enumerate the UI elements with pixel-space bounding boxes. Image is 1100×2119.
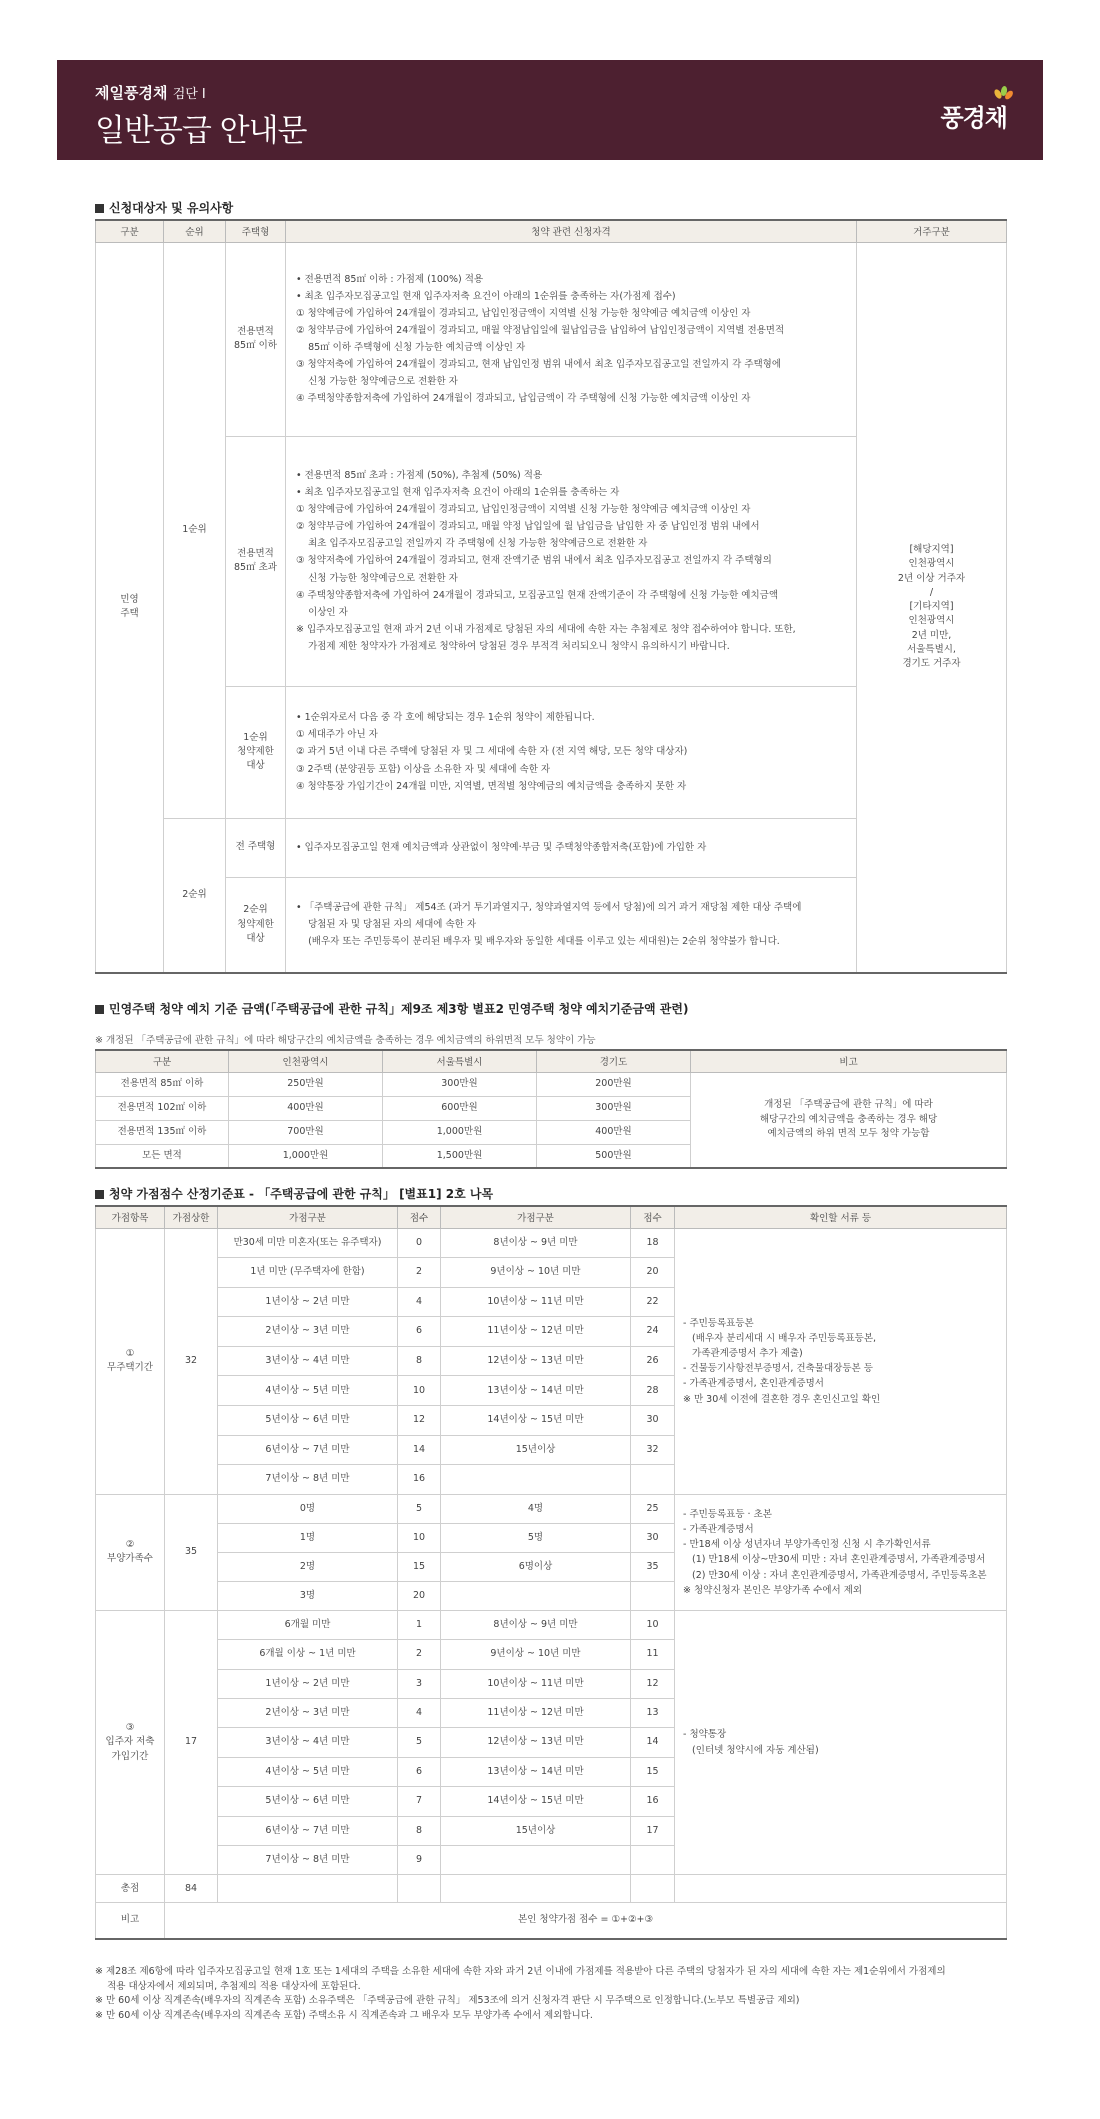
qualification-line: 이상인 자 <box>296 606 348 618</box>
table-cell: 12년이상 ~ 13년 미만 <box>441 1346 631 1376</box>
table-cell: 4 <box>398 1287 441 1317</box>
qualification-cell <box>286 818 857 877</box>
table-cell: 6명이상 <box>441 1552 631 1581</box>
col-header: 확인할 서류 등 <box>675 1206 1007 1228</box>
table-cell: 1,000만원 <box>229 1144 383 1168</box>
housing-type-cell: 2순위 청약제한 대상 <box>226 877 286 973</box>
table-cell <box>675 1875 1007 1903</box>
table-cell <box>631 1465 675 1495</box>
table-cell: 400만원 <box>229 1096 383 1120</box>
table-cell: 2 <box>398 1258 441 1288</box>
housing-type-cell: 전용면적 85㎡ 이하 <box>226 242 286 436</box>
table-cell: 4년이상 ~ 5년 미만 <box>218 1757 398 1786</box>
table-cell: 전용면적 85㎡ 이하 <box>96 1072 229 1096</box>
score-item-name: ② 부양가족수 <box>96 1494 165 1610</box>
table-cell: 22 <box>631 1287 675 1317</box>
deposit-table <box>95 1049 1007 1169</box>
table-cell: 300만원 <box>537 1096 691 1120</box>
table-row <box>96 1494 1007 1523</box>
table-cell <box>218 1875 398 1903</box>
table-cell: 8 <box>398 1816 441 1845</box>
table-cell: 7 <box>398 1787 441 1816</box>
table-cell: 10 <box>398 1376 441 1406</box>
table-cell: 14 <box>631 1728 675 1757</box>
table-cell: 6개월 이상 ~ 1년 미만 <box>218 1640 398 1669</box>
required-documents: - 청약통장 (인터넷 청약시에 자동 계산됨) <box>675 1610 1007 1875</box>
qualification-line: ① 청약예금에 가입하여 24개월이 경과되고, 납입인정금액이 지역별 신청 가능한 청약예금 예치금액 이상인 자 <box>296 504 751 516</box>
table-cell: 700만원 <box>229 1120 383 1144</box>
table-cell: 11년이상 ~ 12년 미만 <box>441 1699 631 1728</box>
qualification-cell <box>286 436 857 686</box>
table-cell: 만30세 미만 미혼자(또는 유주택자) <box>218 1228 398 1258</box>
table-cell: 10 <box>398 1523 441 1552</box>
table-cell: 2명 <box>218 1552 398 1581</box>
table-cell: 10년이상 ~ 11년 미만 <box>441 1287 631 1317</box>
table-cell: 12 <box>631 1669 675 1698</box>
leaf-logo-icon <box>993 86 1011 100</box>
qualification-line: 최초 입주자모집공고일 전일까지 각 주택형에 신청 가능한 청약예금으로 전환한 자 <box>296 538 648 550</box>
qualification-cell <box>286 877 857 973</box>
table-cell: 3년이상 ~ 4년 미만 <box>218 1728 398 1757</box>
table-cell: 5 <box>398 1494 441 1523</box>
table-cell: 13년이상 ~ 14년 미만 <box>441 1376 631 1406</box>
page-title: 일반공급 안내문 <box>95 113 307 149</box>
table-cell: 2년이상 ~ 3년 미만 <box>218 1317 398 1347</box>
qualification-line: ④ 청약통장 가입기간이 24개월 미만, 지역별, 면적별 청약예금의 예치금액을 충족하지 못한 자 <box>296 780 687 792</box>
table-cell: 28 <box>631 1376 675 1406</box>
housing-type-cell: 전 주택형 <box>226 818 286 877</box>
qualification-cell <box>286 242 857 436</box>
table-cell: 6 <box>398 1757 441 1786</box>
table-cell <box>441 1465 631 1495</box>
table-cell: 14년이상 ~ 15년 미만 <box>441 1787 631 1816</box>
table-cell: 1 <box>398 1610 441 1639</box>
table-cell: 9년이상 ~ 10년 미만 <box>441 1258 631 1288</box>
qualification-line: 당첨된 자 및 당첨된 자의 세대에 속한 자 <box>296 919 477 931</box>
qualification-line: ④ 주택청약종합저축에 가입하여 24개월이 경과되고, 납입금액이 각 주택형에 신청 가능한 예치금액 이상인 자 <box>296 393 751 405</box>
qualification-line: ② 과거 5년 이내 다른 주택에 당첨된 자 및 그 세대에 속한 자 (전 지역 해당, 모든 청약 대상자) <box>296 746 688 758</box>
table-cell: 20 <box>398 1581 441 1610</box>
table-cell: 7년이상 ~ 8년 미만 <box>218 1845 398 1874</box>
qualification-line: • 입주자모집공고일 현재 예치금액과 상관없이 청약예·부금 및 주택청약종합저축(포함)에 가입한 자 <box>296 841 707 853</box>
table-cell: 전용면적 135㎡ 이하 <box>96 1120 229 1144</box>
table-cell <box>398 1875 441 1903</box>
table-cell <box>631 1845 675 1874</box>
table-cell: 6년이상 ~ 7년 미만 <box>218 1816 398 1845</box>
col-header: 점수 <box>398 1206 441 1228</box>
table-cell: 전용면적 102㎡ 이하 <box>96 1096 229 1120</box>
table-cell <box>441 1875 631 1903</box>
qualification-line: 신청 가능한 청약예금으로 전환한 자 <box>296 376 458 388</box>
table-cell: 13년이상 ~ 14년 미만 <box>441 1757 631 1786</box>
table-cell: 8년이상 ~ 9년 미만 <box>441 1610 631 1639</box>
table-cell: 15 <box>631 1757 675 1786</box>
footnote: ※ 만 60세 이상 직계존속(배우자의 직계존속 포함) 주택소유 시 직계존속과 그 배우자 모두 부양가족 수에서 제외합니다. <box>95 2010 593 2022</box>
table-cell: 3 <box>398 1669 441 1698</box>
table-cell: 5년이상 ~ 6년 미만 <box>218 1787 398 1816</box>
table-row <box>96 1610 1007 1639</box>
qualification-line: • 1순위자로서 다음 중 각 호에 해당되는 경우 1순위 청약이 제한됩니다. <box>296 712 595 724</box>
table-cell: 4 <box>398 1699 441 1728</box>
table-cell: 6 <box>398 1317 441 1347</box>
table-cell: 14 <box>398 1435 441 1465</box>
qualification-line: ③ 2주택 (분양권등 포함) 이상을 소유한 자 및 세대에 속한 자 <box>296 763 551 775</box>
score-table <box>95 1205 1007 1940</box>
col-header: 가점항목 <box>96 1206 165 1228</box>
qualification-line: • 전용면적 85㎡ 초과 : 가점제 (50%), 추첨제 (50%) 적용 <box>296 469 543 481</box>
table-cell: 500만원 <box>537 1144 691 1168</box>
table-cell: 6년이상 ~ 7년 미만 <box>218 1435 398 1465</box>
table-cell: 14년이상 ~ 15년 미만 <box>441 1406 631 1436</box>
score-max: 32 <box>165 1228 218 1494</box>
table-cell: 2년이상 ~ 3년 미만 <box>218 1699 398 1728</box>
table-cell: 12 <box>398 1406 441 1436</box>
footnote: ※ 제28조 제6항에 따라 입주자모집공고일 현재 1호 또는 1세대의 주택을 소유한 세대에 속한 자와 과거 2년 이내에 가점제를 적용받아 다른 주택의 당첨자가 된 자의 세대에 속한 자는 제1순위에서 가점제의 <box>95 1966 946 1977</box>
table-cell: 200만원 <box>537 1072 691 1096</box>
table-cell: 모든 면적 <box>96 1144 229 1168</box>
score-item-name: ③ 입주자 저축 가입기간 <box>96 1610 165 1875</box>
table-cell: 15년이상 <box>441 1816 631 1845</box>
qualification-line: • 전용면적 85㎡ 이하 : 가점제 (100%) 적용 <box>296 273 484 285</box>
col-header: 청약 관련 신청자격 <box>286 220 857 242</box>
table-cell: 8년이상 ~ 9년 미만 <box>441 1228 631 1258</box>
remark-value: 본인 청약가점 점수 = ①+②+③ <box>165 1903 1007 1939</box>
table-cell: 24 <box>631 1317 675 1347</box>
table-cell <box>441 1581 631 1610</box>
header-banner <box>57 60 1043 160</box>
qualification-line: ※ 입주자모집공고일 현재 과거 2년 이내 가점제로 당첨된 자의 세대에 속한 자는 추첨제로 청약 접수하여야 합니다. 또한, <box>296 623 796 635</box>
col-header: 경기도 <box>537 1050 691 1072</box>
col-header: 구분 <box>96 1050 229 1072</box>
table-cell: 1,500만원 <box>383 1144 537 1168</box>
table-cell: 8 <box>398 1346 441 1376</box>
required-documents: - 주민등록표등 · 초본 - 가족관계증명서 - 만18세 이상 성년자녀 부양가족인정 신청 시 추가확인서류 (1) 만18세 이상~만30세 미만 : 자녀 혼인관계증명서, 가족관계증명서 (2) 만30세 이상 : 자녀 혼인관계증명서, 가족관계증명서, 주민등록초본 ※ 청약신청자 본인은 부양가족 수에서 제외 <box>675 1494 1007 1610</box>
qualification-line: • 「주택공급에 관한 규칙」 제54조 (과거 투기과열지구, 청약과열지역 등에서 당첨)에 의거 과거 재당첨 제한 대상 주택에 <box>296 902 802 914</box>
qualification-line: • 최초 입주자모집공고일 현재 입주자저축 요건이 아래의 1순위를 충족하는 자 <box>296 487 620 499</box>
table-cell: 9년이상 ~ 10년 미만 <box>441 1640 631 1669</box>
qualification-line: ③ 청약저축에 가입하여 24개월이 경과되고, 현재 납입인정 범위 내에서 최초 입주자모집공고일 전일까지 각 주택형에 <box>296 359 782 371</box>
table-cell: 11년이상 ~ 12년 미만 <box>441 1317 631 1347</box>
qualification-line: 신청 가능한 청약예금으로 전환한 자 <box>296 572 458 584</box>
qualification-cell <box>286 686 857 818</box>
score-max: 17 <box>165 1610 218 1875</box>
rank-cell: 1순위 <box>164 242 226 818</box>
qualification-line: 85㎡ 이하 주택형에 신청 가능한 예치금액 이상인 자 <box>296 342 526 353</box>
required-documents: - 주민등록표등본 (배우자 분리세대 시 배우자 주민등록표등본, 가족관계증명서 추가 제출) - 건물등기사항전부증명서, 건축물대장등본 등 - 가족관계증명서, 혼인관계증명서 ※ 만 30세 이전에 결혼한 경우 혼인신고일 확인 <box>675 1228 1007 1494</box>
table-cell: 17 <box>631 1816 675 1845</box>
col-header: 점수 <box>631 1206 675 1228</box>
section-title-deposit: 민영주택 청약 예치 기준 금액(「주택공급에 관한 규칙」제9조 제3항 별표2 민영주택 청약 예치기준금액 관련) <box>95 1000 688 1017</box>
qualification-line: ② 청약부금에 가입하여 24개월이 경과되고, 매월 약정납입일에 월납입금을 납입하여 납입인정금액이 지역별 전용면적 <box>296 324 785 336</box>
table-cell: 2 <box>398 1640 441 1669</box>
table-cell: 13 <box>631 1699 675 1728</box>
col-header: 주택형 <box>226 220 286 242</box>
table-cell: 5 <box>398 1728 441 1757</box>
table-cell: 11 <box>631 1640 675 1669</box>
qualification-line: ③ 청약저축에 가입하여 24개월이 경과되고, 현재 잔액기준 범위 내에서 최초 입주자모집공고 전일까지 각 주택형의 <box>296 555 772 567</box>
qualification-line: • 최초 입주자모집공고일 현재 입주자저축 요건이 아래의 1순위를 충족하는 자(가점제 접수) <box>296 290 676 302</box>
footnotes <box>95 1965 1045 2024</box>
col-header: 인천광역시 <box>229 1050 383 1072</box>
col-header: 가점상한 <box>165 1206 218 1228</box>
table-cell: 15년이상 <box>441 1435 631 1465</box>
table-cell: 1년 미만 (무주택자에 한함) <box>218 1258 398 1288</box>
rank-cell: 2순위 <box>164 818 226 973</box>
table-cell: 250만원 <box>229 1072 383 1096</box>
table-cell: 10년이상 ~ 11년 미만 <box>441 1669 631 1698</box>
table-cell: 30 <box>631 1523 675 1552</box>
table-cell: 300만원 <box>383 1072 537 1096</box>
qualification-line: ① 청약예금에 가입하여 24개월이 경과되고, 납입인정금액이 지역별 신청 가능한 청약예금 예치금액 이상인 자 <box>296 307 751 319</box>
score-max: 35 <box>165 1494 218 1610</box>
section-title-eligibility: 신청대상자 및 유의사항 <box>95 199 233 216</box>
total-value: 84 <box>165 1875 218 1903</box>
brand-name: 제일풍경채 검단 Ⅰ <box>95 84 206 102</box>
deposit-note: ※ 개정된 「주택공급에 관한 규칙」에 따라 해당구간의 예치금액을 충족하는 경우 예치금액의 하위면적 모두 청약이 가능 <box>95 1035 596 1046</box>
col-header: 거주구분 <box>857 220 1007 242</box>
residence-cell: [해당지역] 인천광역시 2년 이상 거주자 / [기타지역] 인천광역시 2년 미만, 서울특별시, 경기도 거주자 <box>857 242 1007 973</box>
table-cell: 6개월 미만 <box>218 1610 398 1639</box>
table-cell: 10 <box>631 1610 675 1639</box>
col-header: 가점구분 <box>218 1206 398 1228</box>
table-cell: 0명 <box>218 1494 398 1523</box>
remark-label: 비고 <box>96 1903 165 1939</box>
table-cell: 35 <box>631 1552 675 1581</box>
qualification-line: ④ 주택청약종합저축에 가입하여 24개월이 경과되고, 모집공고일 현재 잔액기준이 각 주택형에 신청 가능한 예치금액 <box>296 589 779 601</box>
qualification-line: 가점제 제한 청약자가 가점제로 청약하여 당첨된 경우 부적격 처리되오니 청약시 유의하시기 바랍니다. <box>296 640 730 652</box>
table-cell: 400만원 <box>537 1120 691 1144</box>
col-header: 순위 <box>164 220 226 242</box>
table-cell: 25 <box>631 1494 675 1523</box>
table-cell: 18 <box>631 1228 675 1258</box>
table-cell <box>631 1581 675 1610</box>
table-cell: 600만원 <box>383 1096 537 1120</box>
qualification-line: ① 세대주가 아닌 자 <box>296 729 378 741</box>
col-header: 구분 <box>96 220 164 242</box>
qualification-line: (배우자 또는 주민등록이 분리된 배우자 및 배우자와 동일한 세대를 이루고 있는 세대원)는 2순위 청약불가 합니다. <box>296 936 780 948</box>
table-cell: 1명 <box>218 1523 398 1552</box>
table-cell: 30 <box>631 1406 675 1436</box>
table-row <box>96 1228 1007 1258</box>
housing-type-cell: 전용면적 85㎡ 초과 <box>226 436 286 686</box>
brand-logo: 풍경채 <box>940 104 1007 132</box>
table-cell: 12년이상 ~ 13년 미만 <box>441 1728 631 1757</box>
table-cell: 32 <box>631 1435 675 1465</box>
table-cell: 3년이상 ~ 4년 미만 <box>218 1346 398 1376</box>
col-header: 가점구분 <box>441 1206 631 1228</box>
table-cell: 26 <box>631 1346 675 1376</box>
table-cell <box>631 1875 675 1903</box>
footnote: ※ 만 60세 이상 직계존속(배우자의 직계존속 포함) 소유주택은 「주택공급에 관한 규칙」 제53조에 의거 신청자격 판단 시 무주택으로 인정합니다.(노부모 특별공급 제외) <box>95 1995 800 2007</box>
section-title-score: 청약 가점점수 산정기준표 - 「주택공급에 관한 규칙」 [별표1] 2호 나목 <box>95 1185 493 1202</box>
deposit-remark: 개정된 「주택공급에 관한 규칙」에 따라 해당구간의 예치금액을 충족하는 경우 해당 예치금액의 하위 면적 모두 청약 가능함 <box>691 1072 1007 1168</box>
table-cell: 9 <box>398 1845 441 1874</box>
table-cell: 20 <box>631 1258 675 1288</box>
table-cell: 7년이상 ~ 8년 미만 <box>218 1465 398 1495</box>
table-cell: 4년이상 ~ 5년 미만 <box>218 1376 398 1406</box>
table-cell: 1,000만원 <box>383 1120 537 1144</box>
housing-type-cell: 1순위 청약제한 대상 <box>226 686 286 818</box>
total-row <box>96 1875 1007 1903</box>
category-cell: 민영 주택 <box>96 242 164 973</box>
score-item-name: ① 무주택기간 <box>96 1228 165 1494</box>
table-cell: 0 <box>398 1228 441 1258</box>
table-cell: 3명 <box>218 1581 398 1610</box>
total-label: 총점 <box>96 1875 165 1903</box>
qualification-line: ② 청약부금에 가입하여 24개월이 경과되고, 매월 약정 납입일에 월 납입금을 납입한 자 중 납입인정 범위 내에서 <box>296 521 760 533</box>
col-header: 서울특별시 <box>383 1050 537 1072</box>
table-cell: 5명 <box>441 1523 631 1552</box>
table-cell <box>441 1845 631 1874</box>
table-cell: 16 <box>398 1465 441 1495</box>
table-cell: 5년이상 ~ 6년 미만 <box>218 1406 398 1436</box>
table-cell: 15 <box>398 1552 441 1581</box>
eligibility-table <box>95 219 1007 974</box>
remark-row <box>96 1903 1007 1939</box>
table-cell: 4명 <box>441 1494 631 1523</box>
col-header: 비고 <box>691 1050 1007 1072</box>
footnote: 적용 대상자에서 제외되며, 추첨제의 적용 대상자에 포함된다. <box>95 1980 361 1992</box>
table-cell: 16 <box>631 1787 675 1816</box>
table-cell: 1년이상 ~ 2년 미만 <box>218 1287 398 1317</box>
table-cell: 1년이상 ~ 2년 미만 <box>218 1669 398 1698</box>
